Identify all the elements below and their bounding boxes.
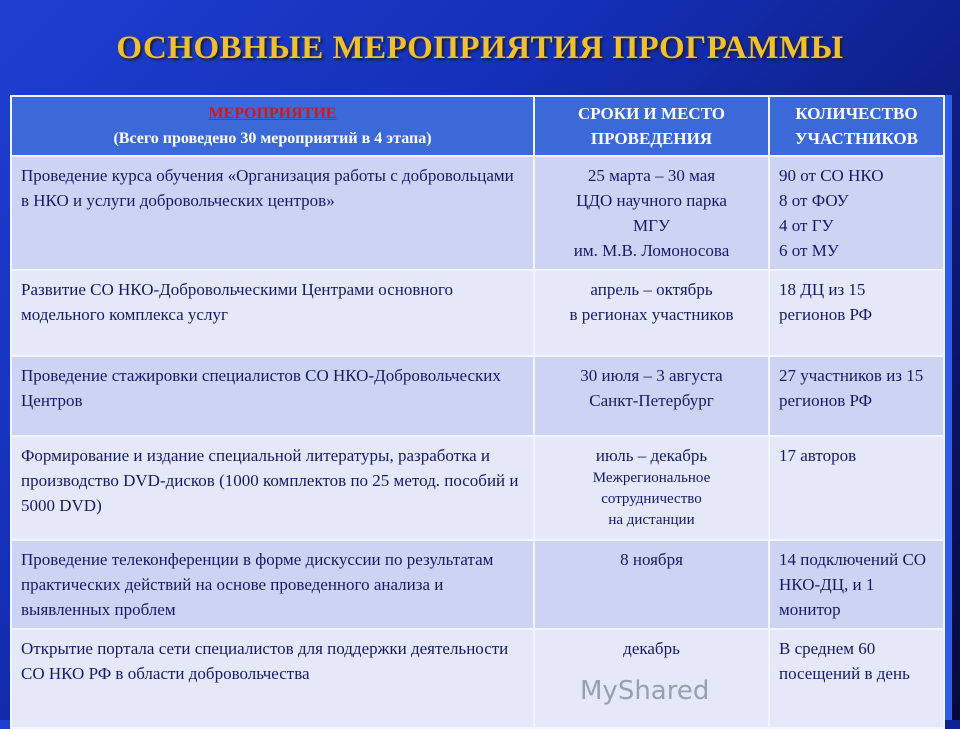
slide-title: ОСНОВНЫЕ МЕРОПРИЯТИЯ ПРОГРАММЫ bbox=[116, 30, 844, 66]
timing-note: сотрудничество bbox=[601, 491, 702, 507]
watermark: MyShared bbox=[580, 676, 710, 706]
event-cell bbox=[11, 156, 534, 270]
participants-line: 8 от ФОУ bbox=[779, 191, 849, 210]
header-participants: КОЛИЧЕСТВО УЧАСТНИКОВ bbox=[769, 96, 944, 156]
event-text: Проведение стажировки специалистов СО НКО-Добровольческих Центров bbox=[21, 366, 501, 410]
timing-line: 30 июля – 3 августа bbox=[580, 366, 723, 385]
timing-note: на дистанции bbox=[608, 512, 695, 528]
participants-line: 90 от СО НКО bbox=[779, 166, 884, 185]
table-row bbox=[11, 436, 944, 540]
event-cell bbox=[11, 270, 534, 356]
timing-line: 25 марта – 30 мая bbox=[587, 166, 716, 185]
timing-line: декабрь bbox=[623, 639, 680, 658]
header-event bbox=[11, 96, 534, 156]
timing-line: Санкт-Петербург bbox=[589, 391, 714, 410]
participants-line: 6 от МУ bbox=[779, 241, 839, 260]
participants-cell bbox=[769, 270, 944, 356]
table-row bbox=[11, 629, 944, 728]
events-table bbox=[10, 95, 945, 729]
timing-line: в регионах участников bbox=[569, 305, 734, 324]
event-text: Формирование и издание специальной литературы, разработка и производство DVD-дисков (1000 комплектов по 25 метод. пособий и 5000 DVD) bbox=[21, 446, 519, 515]
timing-cell bbox=[534, 270, 769, 356]
table-row bbox=[11, 540, 944, 629]
participants-line: 4 от ГУ bbox=[779, 216, 834, 235]
event-cell bbox=[11, 629, 534, 728]
participants-line: 17 авторов bbox=[779, 446, 857, 465]
timing-line: им. М.В. Ломоносова bbox=[573, 241, 730, 260]
timing-line: ЦДО научного парка bbox=[576, 191, 727, 210]
event-text: Открытие портала сети специалистов для поддержки деятельности СО НКО РФ в области добровольчества bbox=[21, 639, 509, 683]
table-row bbox=[11, 156, 944, 270]
participants-cell bbox=[769, 156, 944, 270]
timing-note: Межрегиональное bbox=[592, 470, 711, 486]
timing-cell bbox=[534, 356, 769, 436]
timing-cell bbox=[534, 436, 769, 540]
header-event-label: МЕРОПРИЯТИЕ bbox=[208, 105, 337, 122]
event-text: Проведение телеконференции в форме дискуссии по результатам практических действий на основе проведенного анализа и выявленных проблем bbox=[21, 550, 494, 619]
header-timing: СРОКИ И МЕСТО ПРОВЕДЕНИЯ bbox=[534, 96, 769, 156]
participants-line: 14 подключений СО НКО-ДЦ, и 1 монитор bbox=[779, 550, 927, 619]
participants-line: 27 участников из 15 регионов РФ bbox=[779, 366, 924, 410]
event-text: Проведение курса обучения «Организация работы с добровольцами в НКО и услуги добровольческих центров» bbox=[21, 166, 514, 210]
table-row bbox=[11, 356, 944, 436]
timing-line: июль – декабрь bbox=[595, 446, 708, 465]
event-cell bbox=[11, 540, 534, 629]
timing-line: МГУ bbox=[633, 216, 670, 235]
timing-cell bbox=[534, 540, 769, 629]
participants-cell bbox=[769, 629, 944, 728]
event-cell bbox=[11, 356, 534, 436]
timing-cell bbox=[534, 156, 769, 270]
table-body bbox=[11, 156, 944, 728]
participants-cell bbox=[769, 540, 944, 629]
table-row bbox=[11, 270, 944, 356]
table-header bbox=[11, 96, 944, 156]
timing-line: 8 ноября bbox=[620, 550, 683, 569]
participants-line: В среднем 60 посещений в день bbox=[779, 639, 910, 683]
participants-line: 18 ДЦ из 15 регионов РФ bbox=[779, 280, 873, 324]
timing-line: апрель – октябрь bbox=[590, 280, 713, 299]
event-text: Развитие СО НКО-Добровольческими Центрами основного модельного комплекса услуг bbox=[21, 280, 454, 324]
participants-cell bbox=[769, 356, 944, 436]
event-cell bbox=[11, 436, 534, 540]
participants-cell bbox=[769, 436, 944, 540]
header-event-subtitle: (Всего проведено 30 мероприятий в 4 этапа) bbox=[113, 130, 432, 147]
